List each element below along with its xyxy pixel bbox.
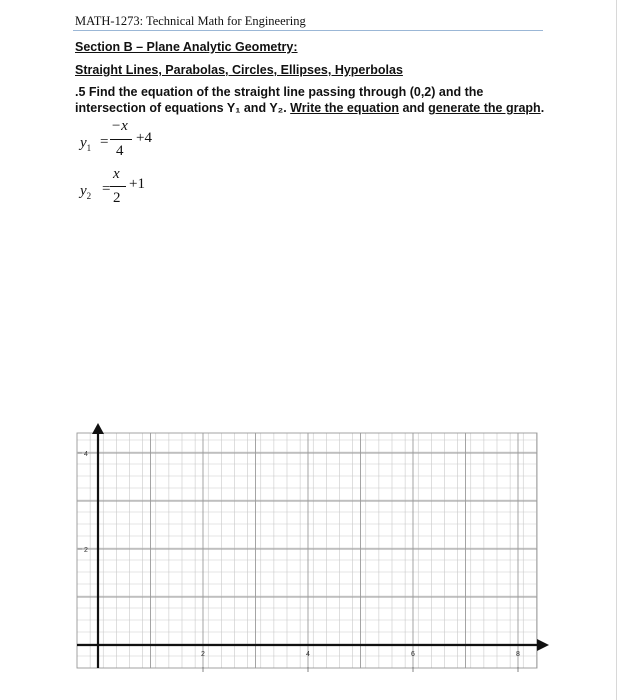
course-header: MATH-1273: Technical Math for Engineering — [75, 14, 306, 28]
y1-numerator: −x — [111, 118, 128, 134]
section-title: Section B – Plane Analytic Geometry: — [75, 40, 298, 54]
y-tick-label: 4 — [84, 451, 88, 458]
write-equation-text: Write the equation — [290, 101, 399, 115]
section-subtitle: Straight Lines, Parabolas, Circles, Ellipses, Hyperbolas — [75, 63, 403, 77]
grid-border — [77, 433, 537, 668]
problem-line-1: .5 Find the equation of the straight line passing through (0,2) and the — [75, 85, 484, 99]
x-tick-label: 8 — [516, 651, 520, 658]
y1-denominator: 4 — [116, 143, 124, 159]
x-tick-label: 6 — [411, 651, 415, 658]
x-axis-arrow — [537, 639, 549, 651]
y-tick-label: 2 — [84, 547, 88, 554]
y2-constant: +1 — [129, 176, 145, 192]
y2-numerator: x — [113, 166, 120, 182]
x-tick-label: 2 — [201, 651, 205, 658]
y2-denominator: 2 — [113, 190, 121, 206]
generate-graph-text: generate the graph — [428, 101, 541, 115]
problem-line-2: intersection of equations Y₁ and Y₂. Write the equation and generate the graph. — [75, 101, 545, 115]
worksheet-page: MATH-1273: Technical Math for Engineering Section B – Plane Analytic Geometry: Straight Lines, Parabolas, Circles, Ellipses, Hyperbolas .5 Find the equation of the straight line passing through (0,2) and the intersection of equations Y₁ and Y₂. Write the equation and generate the graph. $y_1$ = −x 4 +4 $y_2$ = x 2 +1 2 4 6 8 2 4 — [0, 0, 617, 700]
y1-constant: +4 — [136, 130, 152, 146]
x-tick-label: 4 — [306, 651, 310, 658]
y-axis-arrow — [92, 423, 104, 434]
